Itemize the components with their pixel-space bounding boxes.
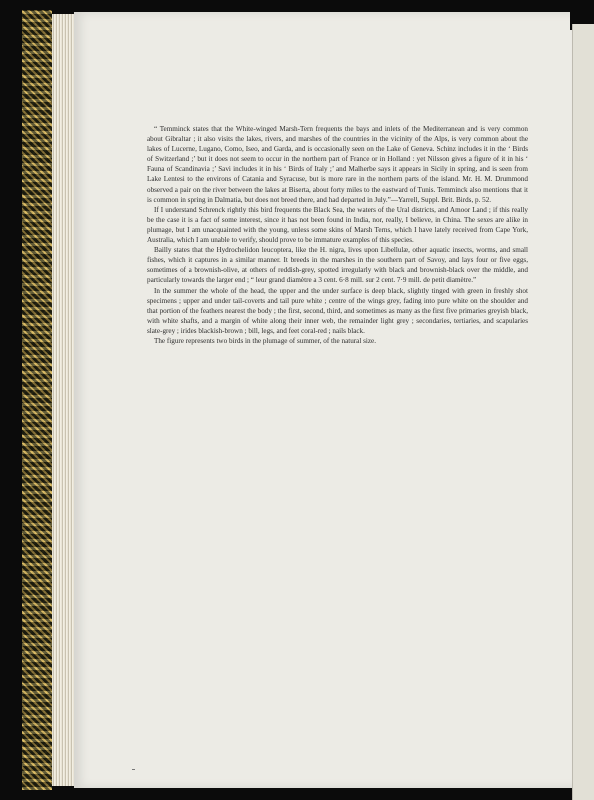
paragraph-2: If I understand Schrenck rightly this bird frequents the Black Sea, the waters of the Ural districts, and Amoor Land ; if this really be the case it is a fact of some interest, since it has not been found in India, nor, really, I believe, in China. The sexes are alike in plumage, but I am unacquainted with the young, unless some skins of Marsh Terns, which I have lately received from Cape York, Australia, which I am unable to verify, should prove to be immature examples of this species. [147,205,528,245]
facing-page-edge [572,24,594,800]
page-edges [52,14,74,786]
page-text [147,124,528,346]
page-mark [132,769,135,770]
paragraph-1: “ Temminck states that the White-winged Marsh-Tern frequents the bays and inlets of the Mediterranean and is very common about Gibraltar ; it also visits the lakes, rivers, and marshes of the countries in the vicinity of the Alps, is very common about the lakes of Lucerne, Lugano, Como, Iseo, and Garda, and is occasionally seen on the Lake of Geneva. Schinz includes it in the ‘ Birds of Switzerland ;’ but it does not seem to occur in the northern part of France or in Holland : yet Nilsson gives a figure of it in his ‘ Fauna of Scandinavia ;’ Savi includes it in his ‘ Birds of Italy ;’ and Malherbe says it appears in Sicily in spring, and is seen from Lake Lentesi to the environs of Catania and Syracuse, but is more rare in the northern parts of the island. Mr. H. M. Drummond observed a pair on the river between the lakes at Biserta, about forty miles to the eastward of Tunis. Temminck also mentions that it is common in spring in Dalmatia, but does not breed there, and had departed in July.”—Yarrell, Suppl. Brit. Birds, p. 52. [147,125,528,204]
book-binding-decoration [22,10,52,790]
paragraph-4: In the summer the whole of the head, the upper and the under surface is deep black, slightly tinged with green in freshly shot specimens ; upper and under tail-coverts and tail pure white ; centre of the wings grey, fading into pure white on the shoulder and that portion of the feathers nearest the body ; the first, second, third, and sometimes as many as the first five primaries greyish black, with white shafts, and a margin of white along their inner web, the remainder light grey ; secondaries, tertiaries, and scapularies slate-grey ; irides blackish-brown ; bill, legs, and feet coral-red ; nails black. [147,286,528,335]
paragraph-3: Bailly states that the Hydrochelidon leucoptera, like the H. nigra, lives upon Libellulæ, other aquatic insects, worms, and small fishes, which it captures in a similar manner. It breeds in the marshes in the southern part of Savoy, and lays four or five eggs, sometimes of a brownish-olive, at others of reddish-grey, spotted irregularly with black and brownish-black over the middle, and particularly towards the larger end ; “ leur grand diamètre a 3 cent. 6·8 mill. sur 2 cent. 7·9 mill. de petit diamètre.” [147,246,528,285]
paragraph-5: The figure represents two birds in the plumage of summer, of the natural size. [154,336,376,345]
